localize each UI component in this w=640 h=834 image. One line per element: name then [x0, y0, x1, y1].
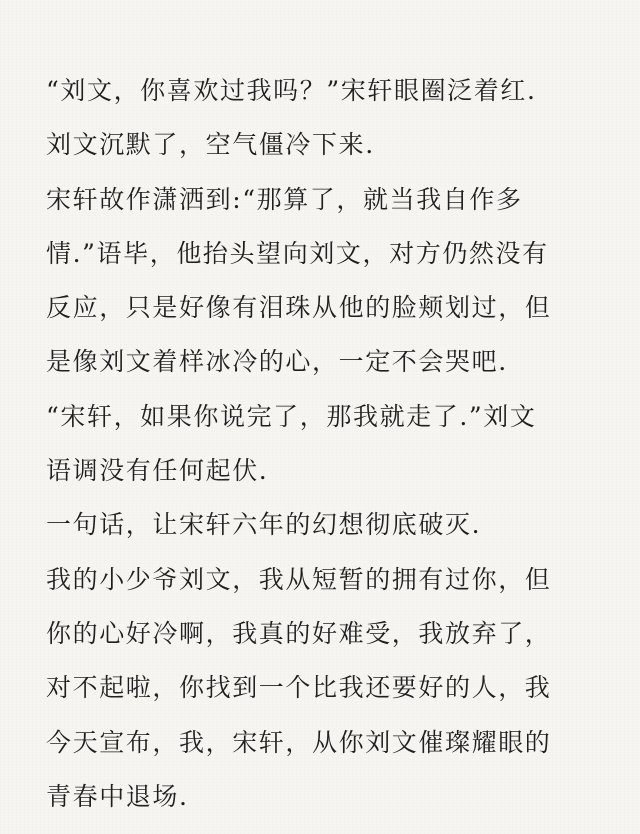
text-line-4: 情.”语毕，他抬头望向刘文，对方仍然没有 — [46, 238, 549, 268]
text-line-3: 宋轩故作潇洒到:“那算了，就当我自作多 — [46, 184, 523, 214]
text-line-2: 刘文沉默了，空气僵冷下来. — [46, 130, 375, 160]
text-line-6: 是像刘文着样冰冷的心，一定不会哭吧. — [46, 347, 508, 377]
text-line-10: 我的小少爷刘文，我从短暂的拥有过你，但 — [46, 564, 552, 594]
text-line-7: “宋轩，如果你说完了，那我就走了.”刘文 — [46, 401, 537, 431]
text-line-9: 一句话，让宋轩六年的幻想彻底破灭. — [46, 510, 482, 540]
text-line-14: 青春中退场. — [46, 781, 189, 811]
text-line-8: 语调没有任何起伏. — [46, 456, 269, 486]
text-line-1: “刘文，你喜欢过我吗？”宋轩眼圈泛着红. — [46, 76, 537, 105]
text-line-12: 对不起啦，你找到一个比我还要好的人，我 — [46, 673, 552, 703]
text-line-13: 今天宣布，我，宋轩，从你刘文催璨耀眼的 — [46, 727, 552, 757]
text-line-11: 你的心好冷啊，我真的好难受，我放弃了， — [46, 618, 552, 648]
text-line-5: 反应，只是好像有泪珠从他的脸颊划过，但 — [46, 293, 552, 323]
